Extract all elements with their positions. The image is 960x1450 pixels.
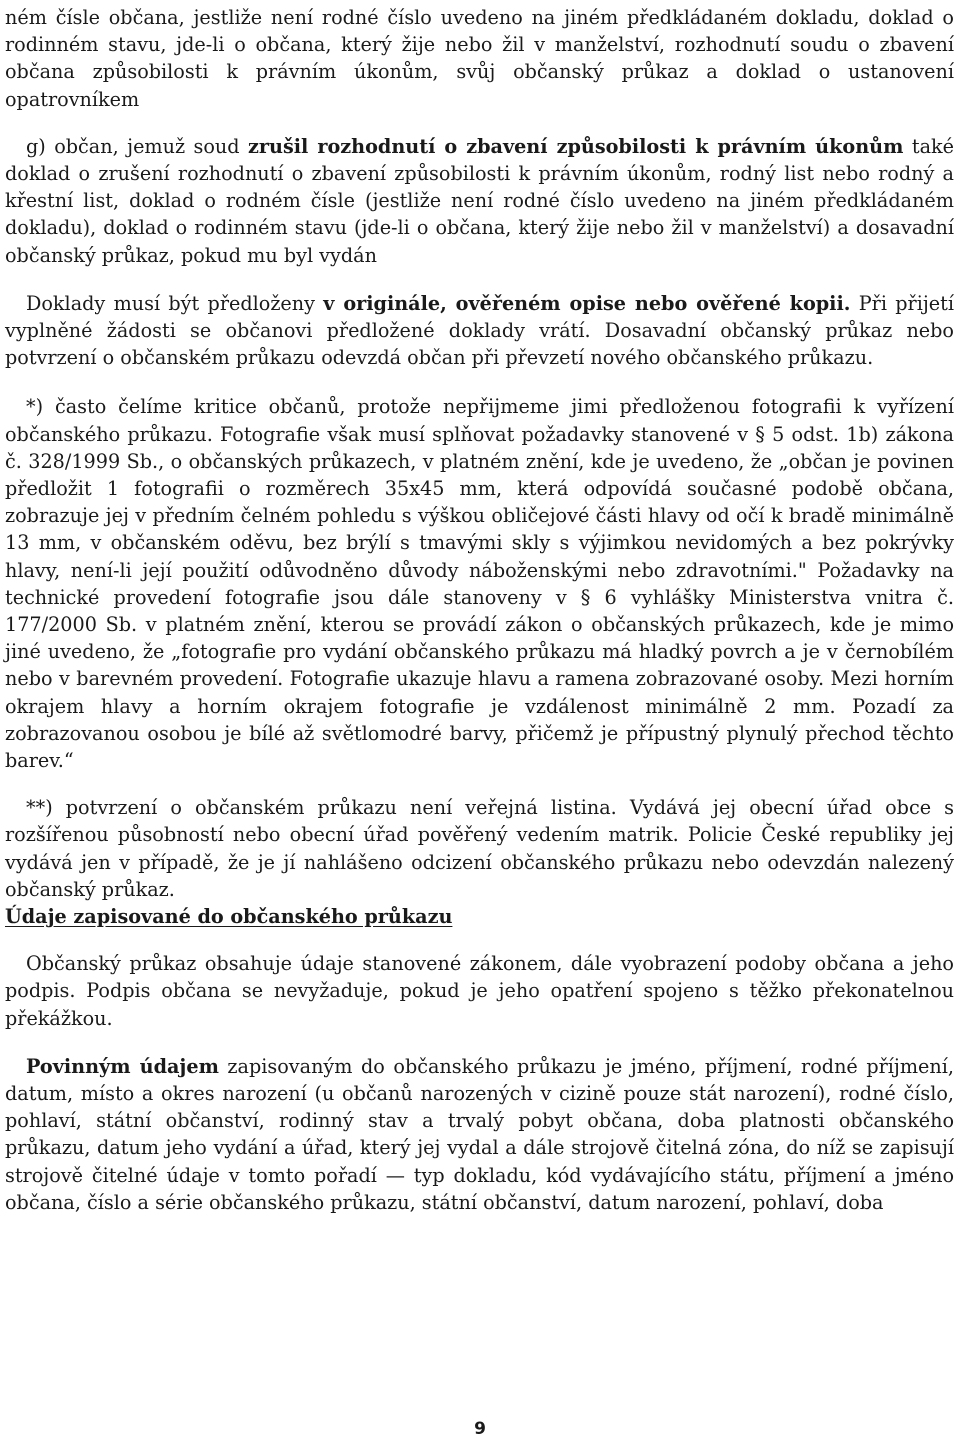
paragraph-obsah: Občanský průkaz obsahuje údaje stanovené zákonem, dále vyobrazení podoby občana a jeho podpis. Podpis občana se nevyžaduje, pokud je jeho opatření spojeno s těžko překonatelnou překážkou.	[5, 952, 954, 1030]
doklady-emphasis: v originále, ověřeném opise nebo ověřené kopii.	[323, 291, 851, 315]
section-heading: Údaje zapisované do občanského průkazu	[5, 905, 453, 929]
povinny-udaj-rest: zapisovaným do občanského průkazu je jméno, příjmení, rodné příjmení, datum, místo a okres narození (u občanů narozených v cizině pouze stát narození), rodné číslo, pohlaví, státní občanství, rodinný stav a trvalý pobyt občana, doba platnosti občanského průkazu, datum jeho vydání a úřad, který jej vydal a dále strojově čitelná zóna, do níž se zapisují strojově čitelné údaje v tomto pořadí — typ dokladu, kód vydávajícího státu, příjmení a jméno občana, číslo a série občanského průkazu, státní občanství, datum narození, pohlaví, doba	[5, 1054, 955, 1214]
povinny-udaj-emphasis: Povinným údajem	[26, 1054, 219, 1078]
footnote-potvrzeni: **) potvrzení o občanském průkazu není veřejná listina. Vydává jej obecní úřad obce s rozšířenou působností nebo obecní úřad pověřený vedením matrik. Policie České republiky jej vydává jen v případě, že je jí nahlášeno odcizení občanského průkazu nebo odevzdán nalezený občanský průkaz.	[5, 796, 954, 901]
paragraph-povinny-udaj	[5, 1053, 954, 1216]
item-g-rest: také doklad o zrušení rozhodnutí o zbavení způsobilosti k právním úkonům, rodný list nebo rodný a křestní list, doklad o rodném čísle (jestliže není rodné číslo uvedeno na jiném předkládaném dokladu), doklad o rodinném stavu (jde-li o občana, který žije nebo žil v manželství) a dosavadní občanský průkaz, pokud mu byl vydán	[5, 134, 954, 267]
item-g-emphasis: zrušil rozhodnutí o zbavení způsobilosti k právním úkonům	[248, 134, 904, 158]
page-number: 9	[474, 1419, 486, 1439]
doklady-intro: Doklady musí být předloženy	[26, 291, 324, 315]
paragraph-doklady	[5, 290, 954, 372]
item-g-intro: g) občan, jemuž soud	[26, 134, 248, 158]
paragraph-item-g	[5, 133, 954, 269]
doklady-rest: Při přijetí vyplněné žádosti se občanovi předložené doklady vrátí. Dosavadní občanský průkaz nebo potvrzení o občanském průkazu odevzdá občan při převzetí nového občanského průkazu.	[5, 291, 955, 370]
footnote-photo: *) často čelíme kritice občanů, protože nepřijmeme jimi předloženou fotografii k vyřízení občanského průkazu. Fotografie však musí splňovat požadavky stanovené v § 5 odst. 1b) zákona č. 328/1999 Sb., o občanských průkazech, v platném znění, kde je uvedeno, že „občan je povinen předložit 1 fotografii o rozměrech 35x45 mm, která odpovídá současné podobě občana, zobrazuje jej v předním čelném pohledu s výškou obličejové části hlavy od očí k bradě minimálně 13 mm, v občanském oděvu, bez brýlí s tmavými skly s výjimkou nevidomých a bez pokrývky hlavy, není-li její použití odůvodněno důvody náboženskými nebo zdravotními." Požadavky na technické provedení fotografie jsou dále stanoveny v § 6 vyhlášky Ministerstva vnitra č. 177/2000 Sb. v platném znění, kterou se provádí zákon o občanských průkazech, kde je mimo jiné uvedeno, že „fotografie pro vydání občanského průkazu má hladký povrch a je v černobílém nebo v barevném provedení. Fotografie ukazuje hlavu a ramena zobrazované osoby. Mezi horním okrajem hlavy a horním okrajem fotografie je vzdálenost minimálně 2 mm. Pozadí za zobrazovanou osobou je bílé až světlomodré barvy, přičemž je přípustný plynulý přechod těchto barev.“	[5, 395, 954, 773]
paragraph-continuation: ném čísle občana, jestliže není rodné číslo uvedeno na jiném předkládaném dokladu, doklad o rodinném stavu, jde-li o občana, který žije nebo žil v manželství, rozhodnutí soudu o zbavení občana způsobilosti k právním úkonům, svůj občanský průkaz a doklad o ustanovení opatrovníkem	[5, 6, 954, 111]
